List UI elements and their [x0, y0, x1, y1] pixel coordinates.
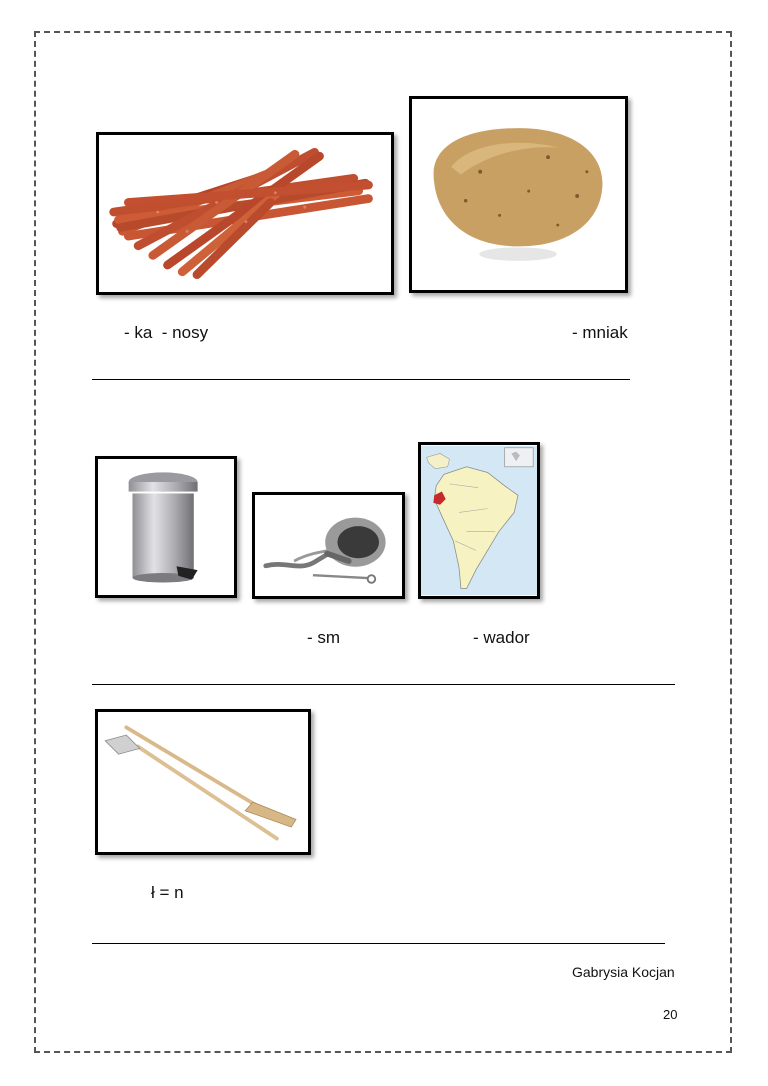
sausages-hint: - ka - nosy	[124, 323, 209, 342]
potato-image	[409, 96, 628, 293]
trash-can-image	[95, 456, 237, 598]
leash-hint: - sm	[307, 628, 341, 647]
author-name: Gabrysia Kocjan	[572, 964, 675, 980]
potato-hint: - mniak	[572, 323, 628, 342]
ecuador-map-image	[418, 442, 540, 599]
dog-leash-image	[252, 492, 405, 599]
answer-line-3	[92, 943, 665, 944]
oars-hint: ł = n	[151, 883, 184, 902]
ecuador-hint: - wador	[473, 628, 530, 647]
sausages-image	[96, 132, 394, 295]
oars-image	[95, 709, 311, 855]
page-number: 20	[663, 1007, 678, 1022]
answer-line-1	[92, 379, 630, 380]
answer-line-2	[92, 684, 675, 685]
